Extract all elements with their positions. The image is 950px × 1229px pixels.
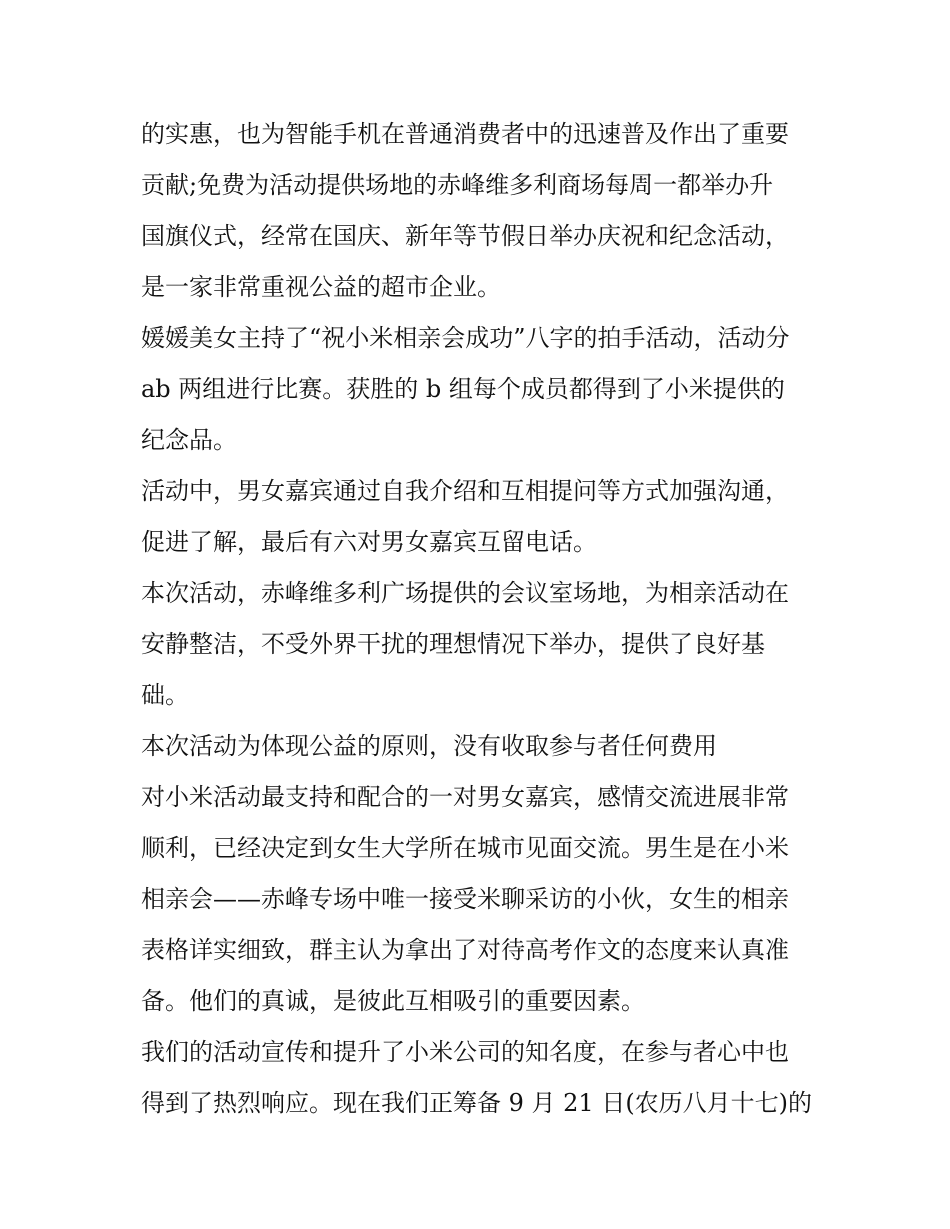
- text-line: 活动中，男女嘉宾通过自我介绍和互相提问等方式加强沟通，: [141, 477, 789, 505]
- text-line: 表格详实细致，群主认为拿出了对待高考作文的态度来认真准: [141, 936, 789, 964]
- text-line: 相亲会——赤峰专场中唯一接受米聊采访的小伙，女生的相亲: [141, 885, 789, 913]
- text-line: 对小米活动最支持和配合的一对男女嘉宾，感情交流进展非常: [141, 783, 789, 811]
- text-line: 纪念品。: [141, 426, 237, 454]
- text-line: 是一家非常重视公益的超市企业。: [141, 273, 501, 301]
- text-line: 安静整洁，不受外界干扰的理想情况下举办，提供了良好基: [141, 630, 765, 658]
- text-line: 础。: [141, 681, 189, 709]
- text-line: 本次活动，赤峰维多利广场提供的会议室场地，为相亲活动在: [141, 579, 789, 607]
- text-line: ab 两组进行比赛。获胜的 b 组每个成员都得到了小米提供的: [141, 375, 785, 403]
- text-line: 本次活动为体现公益的原则，没有收取参与者任何费用: [141, 732, 717, 760]
- text-line: 的实惠，也为智能手机在普通消费者中的迅速普及作出了重要: [141, 120, 789, 148]
- text-line: 我们的活动宣传和提升了小米公司的知名度，在参与者心中也: [141, 1038, 789, 1066]
- text-line: 国旗仪式，经常在国庆、新年等节假日举办庆祝和纪念活动，: [141, 222, 789, 250]
- text-line: 媛媛美女主持了“祝小米相亲会成功”八字的拍手活动，活动分: [141, 324, 790, 352]
- text-line: 顺利，已经决定到女生大学所在城市见面交流。男生是在小米: [141, 834, 789, 862]
- document-body: [141, 109, 821, 1129]
- text-line: 备。他们的真诚，是彼此互相吸引的重要因素。: [141, 987, 645, 1015]
- text-line: 促进了解，最后有六对男女嘉宾互留电话。: [141, 528, 597, 556]
- text-line: 贡献;免费为活动提供场地的赤峰维多利商场每周一都举办升: [141, 171, 774, 199]
- text-line: 得到了热烈响应。现在我们正筹备 9 月 21 日(农历八月十七)的: [141, 1089, 813, 1117]
